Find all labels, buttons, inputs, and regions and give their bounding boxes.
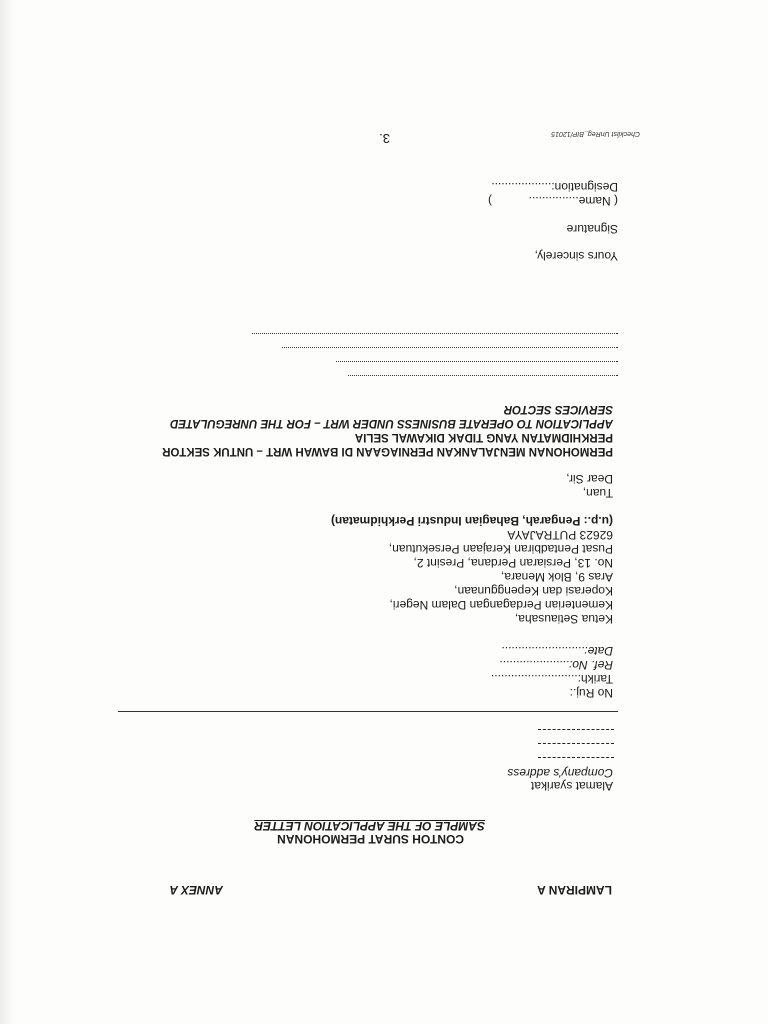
recipient-line-2: Kementerian Perdagangan Dalam Negeri,	[389, 598, 613, 612]
date-field: Date:.........................	[500, 644, 613, 658]
address-line-1	[538, 757, 614, 758]
salutation-english: Dear Sir,	[566, 472, 613, 486]
closing-yours-sincerely: Yours sincerely,	[534, 249, 618, 263]
recipient-line-7: 62623 PUTRAJAYA	[507, 528, 613, 542]
no-ruj-label: No Ruj.:	[569, 686, 613, 700]
recipient-line-4: Aras 9, Blok Menara,	[500, 570, 613, 584]
subject-english-line-2: SERVICES SECTOR	[503, 403, 613, 415]
separator-rule	[118, 711, 618, 712]
checklist-reference: Checklist UnReg_BIP/12015	[551, 130, 640, 137]
tarikh-field: Tarikh:..........................	[490, 672, 613, 686]
subject-malay-line-2: PERKHIDMATAN YANG TIDAK DIKAWAL SELIA	[354, 431, 613, 443]
attention-line: (u.p.: Pengarah, Bahagian Industri Perkhidmatan)	[330, 514, 613, 528]
ref-no-field: Ref. No:.....................	[498, 658, 613, 672]
recipient-line-5: No. 13, Persiaran Perdana, Presint 2,	[413, 556, 613, 570]
title-malay: CONTOH SURAT PERMOHONAN	[277, 832, 464, 846]
signature-label: Signature	[566, 222, 618, 236]
subject-english-line-1: APPLICATION TO OPERATE BUSINESS UNDER WRT – FOR THE UNREGULATED	[170, 417, 613, 429]
company-address-label-malay: Alamat syarikat	[530, 779, 613, 793]
page-number: 3.	[379, 131, 390, 146]
recipient-line-3: Koperasi dan Kepenggunaan,	[454, 584, 613, 598]
page-edge-shadow	[0, 0, 14, 1024]
annex-label: ANNEX A	[169, 883, 223, 897]
recipient-line-6: Pusat Pentadbiran Kerajaan Persekutuan,	[388, 542, 613, 556]
subject-malay-line-1: PERMOHONAN MENJALANKAN PERNIAGAAN DI BAWAH WRT – UNTUK SEKTOR	[162, 445, 613, 457]
salutation-malay: Tuan,	[582, 486, 613, 500]
address-line-2	[538, 743, 614, 744]
lampiran-label: LAMPIRAN A	[537, 883, 612, 897]
body-line-2	[336, 361, 618, 362]
body-line-1	[348, 375, 618, 376]
body-line-4	[252, 333, 618, 334]
body-line-3	[282, 347, 618, 348]
name-field: ( Name............... )	[487, 194, 618, 208]
address-line-3	[538, 729, 614, 730]
company-address-label-english: Company's address	[507, 766, 613, 780]
recipient-line-1: Ketua Setiausaha,	[514, 612, 613, 626]
designation-field: Designation:..................	[491, 180, 618, 194]
title-english: SAMPLE OF THE APPLICATION LETTER	[254, 819, 485, 833]
